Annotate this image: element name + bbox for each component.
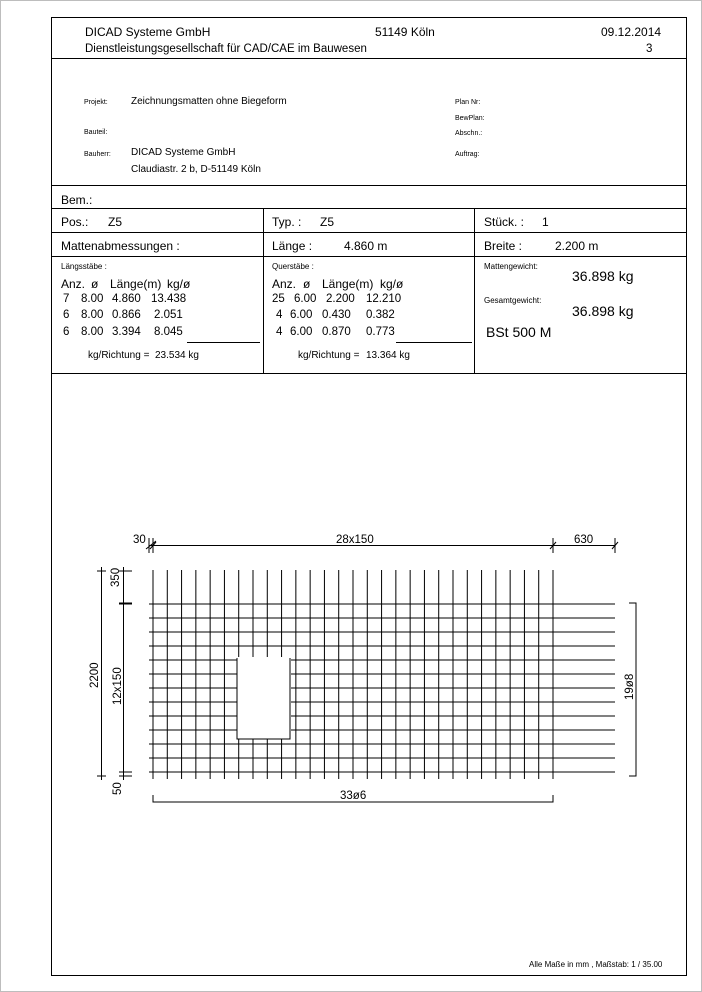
col-dia-header: ø xyxy=(91,277,99,291)
table-cell: 0.382 xyxy=(366,309,395,321)
bauherr-line2: Claudiastr. 2 b, D-51149 Köln xyxy=(131,164,261,175)
laenge-label: Länge : xyxy=(272,239,313,253)
bauherr-line1: DICAD Systeme GmbH xyxy=(131,147,236,158)
col-kg-header: kg/ø xyxy=(167,277,191,291)
table-cell: 4.860 xyxy=(112,293,141,305)
gesamtgewicht-value: 36.898 kg xyxy=(572,303,634,319)
gesamtgewicht-label: Gesamtgewicht: xyxy=(484,296,542,305)
page-number: 3 xyxy=(646,43,653,55)
typ-label: Typ. : xyxy=(272,215,302,229)
laengsstaebe-title: Längsstäbe : xyxy=(61,262,107,271)
breite-value: 2.200 m xyxy=(555,239,599,253)
stueck-value: 1 xyxy=(542,215,549,229)
auftrag-label: Auftrag: xyxy=(455,151,480,158)
table-cell: 2.051 xyxy=(154,309,183,321)
table-cell: 7 xyxy=(63,293,70,305)
pos-label: Pos.: xyxy=(61,215,89,229)
querstaebe-title: Querstäbe : xyxy=(272,262,314,271)
bottom-bars-label: 33ø6 xyxy=(340,790,367,802)
bem-label: Bem.: xyxy=(61,193,93,207)
mattengewicht-label: Mattengewicht: xyxy=(484,262,538,271)
dim-total-height: 2200 xyxy=(89,662,101,688)
mattengewicht-value: 36.898 kg xyxy=(572,268,634,284)
table-cell: 0.866 xyxy=(112,309,141,321)
total-value: 23.534 kg xyxy=(155,350,199,361)
col-anz-header: Anz. xyxy=(61,277,86,291)
table-cell: 8.045 xyxy=(154,326,183,338)
abschn-label: Abschn.: xyxy=(455,130,483,137)
table-cell: 6 xyxy=(63,309,70,321)
table-cell: 8.00 xyxy=(81,326,104,338)
table-cell: 6.00 xyxy=(294,293,317,305)
laenge-value: 4.860 m xyxy=(344,239,388,253)
steel-grade: BSt 500 M xyxy=(486,324,552,340)
col-dia-header: ø xyxy=(303,277,311,291)
stueck-label: Stück. : xyxy=(484,215,525,229)
dim-left-top: 30 xyxy=(133,534,146,546)
table-cell: 8.00 xyxy=(81,309,104,321)
mat-sheet xyxy=(51,17,687,976)
dim-side-mid: 12x150 xyxy=(112,667,124,705)
table-cell: 12.210 xyxy=(366,293,402,305)
table-cell: 0.870 xyxy=(322,326,351,338)
right-bars-label: 19ø8 xyxy=(624,673,636,700)
projekt-value: Zeichnungsmatten ohne Biegeform xyxy=(131,96,287,107)
pos-value: Z5 xyxy=(108,215,123,229)
table-cell: 8.00 xyxy=(81,293,104,305)
dim-top-mid: 28x150 xyxy=(336,534,374,546)
dim-side-top: 350 xyxy=(110,567,122,587)
table-cell: 0.430 xyxy=(322,309,351,321)
breite-label: Breite : xyxy=(484,239,523,253)
print-date: 09.12.2014 xyxy=(601,25,662,39)
col-length-header: Länge(m) xyxy=(110,277,162,291)
bewplan-label: BewPlan: xyxy=(455,115,485,122)
table-cell: 3.394 xyxy=(112,326,141,338)
total-label: kg/Richtung = xyxy=(298,350,360,361)
col-kg-header: kg/ø xyxy=(380,277,404,291)
projekt-label: Projekt: xyxy=(84,99,108,106)
bauherr-label: Bauherr: xyxy=(84,151,111,158)
mat-drawing xyxy=(52,18,686,975)
dim-side-bottom: 50 xyxy=(112,782,124,795)
mat-opening xyxy=(237,657,291,739)
table-cell: 2.200 xyxy=(326,293,355,305)
company-subtitle: Dienstleistungsgesellschaft für CAD/CAE im Bauwesen xyxy=(85,43,367,55)
table-cell: 6.00 xyxy=(290,326,313,338)
total-label: kg/Richtung = xyxy=(88,350,150,361)
table-cell: 4 xyxy=(276,309,283,321)
dims-label: Mattenabmessungen : xyxy=(61,239,180,253)
bauteil-label: Bauteil: xyxy=(84,129,108,136)
total-value: 13.364 kg xyxy=(366,350,410,361)
table-cell: 4 xyxy=(276,326,283,338)
col-length-header: Länge(m) xyxy=(322,277,374,291)
dim-top-right: 630 xyxy=(574,534,594,546)
table-cell: 6.00 xyxy=(290,309,313,321)
scale-note: Alle Maße in mm , Maßstab: 1 / 35.00 xyxy=(529,960,663,969)
typ-value: Z5 xyxy=(320,215,335,229)
company-name: DICAD Systeme GmbH xyxy=(85,25,211,39)
company-city: 51149 Köln xyxy=(375,25,435,39)
col-anz-header: Anz. xyxy=(272,277,297,291)
table-cell: 13.438 xyxy=(151,293,187,305)
table-cell: 25 xyxy=(272,293,285,305)
table-cell: 6 xyxy=(63,326,70,338)
table-cell: 0.773 xyxy=(366,326,395,338)
plan-nr-label: Plan Nr: xyxy=(455,99,481,106)
